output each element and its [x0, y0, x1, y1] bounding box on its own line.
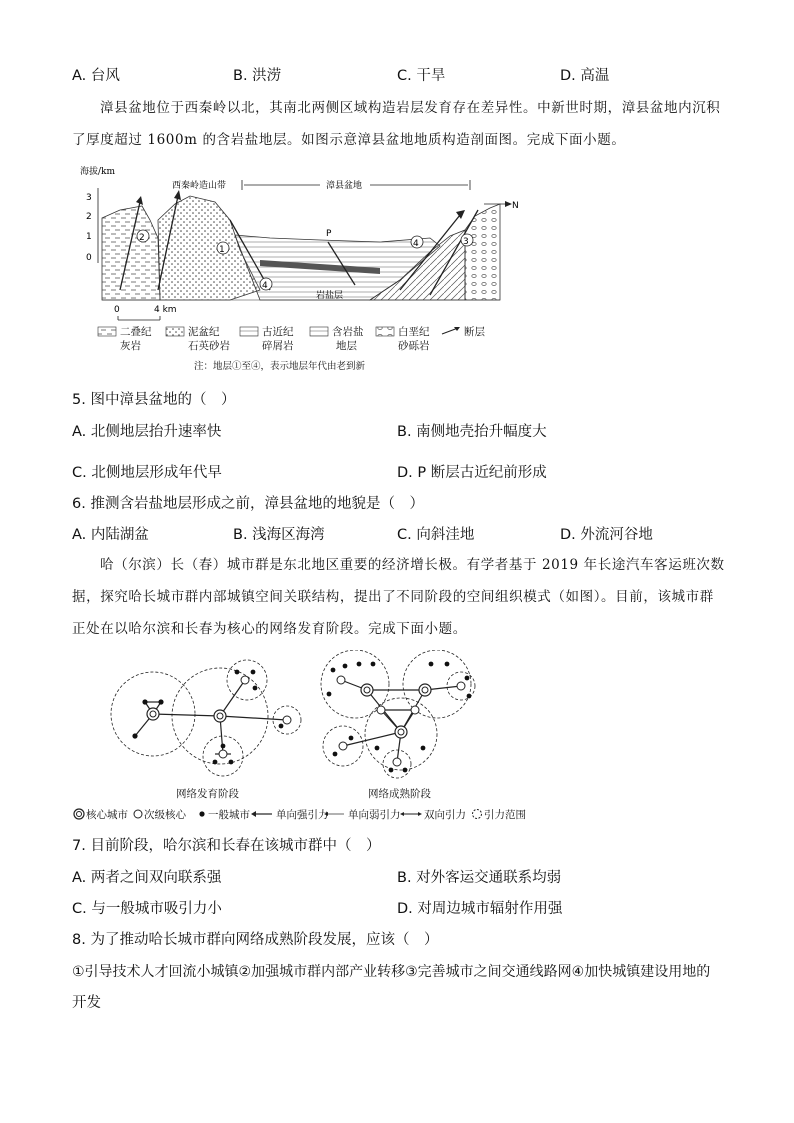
legend-1-top: 二叠纪: [120, 326, 152, 338]
q5-option-d: D. P 断层古近纪前形成: [397, 465, 547, 481]
network-stage-diagrams: [105, 650, 485, 780]
svg-text:N: N: [512, 201, 519, 211]
svg-text:漳县盆地: 漳县盆地: [326, 181, 363, 191]
legend-weak-one-way: 单向弱引力: [348, 809, 401, 821]
caption-left: 网络发育阶段: [176, 788, 239, 800]
legend-core-city: 核心城市: [86, 809, 128, 821]
cross-section-legend-swatches: [96, 324, 496, 340]
legend-1-bottom: 灰岩: [120, 340, 141, 352]
legend-3-bottom: 碎屑岩: [262, 340, 294, 352]
option-c: C. 干旱: [397, 68, 446, 84]
svg-text:3: 3: [86, 193, 92, 203]
svg-text:1: 1: [86, 232, 92, 242]
passage2-line2: 据，探究哈长城市群内部城镇空间关联结构，提出了不同阶段的空间组织模式（如图）。目前，该城市群: [72, 589, 714, 605]
legend-two-way: 双向引力: [424, 809, 466, 821]
legend-2-top: 泥盆纪: [188, 326, 220, 338]
legend-gravity-range: 引力范围: [484, 809, 526, 821]
passage1-line2: 了厚度超过 1600m 的含岩盐地层。如图示意漳县盆地地质构造剖面图。完成下面小题。: [72, 132, 626, 148]
q5-option-c: C. 北侧地层形成年代早: [72, 465, 222, 481]
q8-line1: ①引导技术人才回流小城镇②加强城市群内部产业转移③完善城市之间交通线路网④加快城镇建设用地的: [72, 964, 711, 980]
legend-general-city: 一般城市: [208, 809, 250, 821]
svg-text:0: 0: [86, 253, 92, 263]
svg-text:4: 4: [262, 281, 268, 291]
caption-right: 网络成熟阶段: [368, 788, 431, 800]
figure1-note: 注：地层①至④，表示地层年代由老到新: [194, 361, 366, 372]
q5-stem: 5. 图中漳县盆地的（ ）: [72, 392, 236, 408]
svg-text:2: 2: [86, 212, 92, 222]
svg-text:P: P: [326, 229, 332, 239]
svg-text:3: 3: [463, 237, 469, 247]
svg-text:1: 1: [219, 245, 225, 255]
passage2-line3: 正处在以哈尔滨和长春为核心的网络发育阶段。完成下面小题。: [72, 621, 467, 637]
svg-text:2: 2: [139, 233, 145, 243]
svg-text:西秦岭造山带: 西秦岭造山带: [172, 181, 227, 191]
q6-option-c: C. 向斜洼地: [397, 527, 475, 543]
q5-option-b: B. 南侧地壳抬升幅度大: [397, 424, 547, 440]
q7-option-b: B. 对外客运交通联系均弱: [397, 870, 562, 886]
q6-option-b: B. 浅海区海湾: [233, 527, 325, 543]
q6-option-d: D. 外流河谷地: [560, 527, 653, 543]
legend-5-top: 白垩纪: [398, 326, 430, 338]
q7-option-c: C. 与一般城市吸引力小: [72, 901, 222, 917]
q8-stem: 8. 为了推动哈长城市群向网络成熟阶段发展，应该（ ）: [72, 932, 439, 948]
svg-text:4 km: 4 km: [154, 305, 177, 315]
legend-5-bottom: 砂砾岩: [398, 340, 430, 352]
svg-text:0: 0: [114, 305, 120, 315]
q7-option-a: A. 两者之间双向联系强: [72, 870, 222, 886]
q6-option-a: A. 内陆湖盆: [72, 527, 149, 543]
legend-4-top: 含岩盐: [332, 326, 364, 338]
legend-6-top: 断层: [464, 326, 485, 338]
svg-text:4: 4: [413, 239, 419, 249]
q6-stem: 6. 推测含岩盐地层形成之前，漳县盆地的地貌是（ ）: [72, 496, 424, 512]
legend-2-bottom: 石英砂岩: [188, 340, 230, 352]
legend-strong-one-way: 单向强引力: [276, 809, 329, 821]
q8-line2: 开发: [72, 995, 101, 1011]
legend-secondary-core: 次级核心: [144, 809, 186, 821]
legend-4-bottom: 地层: [336, 340, 357, 352]
option-b: B. 洪涝: [233, 68, 282, 84]
q5-option-a: A. 北侧地层抬升速率快: [72, 424, 222, 440]
passage2-line1: 哈（尔滨）长（春）城市群是东北地区重要的经济增长极。有学者基于 2019 年长途汽车客运班次数: [100, 557, 725, 573]
geologic-cross-section: [80, 160, 520, 350]
option-a: A. 台风: [72, 68, 120, 84]
svg-text:岩盐层: 岩盐层: [316, 291, 344, 301]
option-d: D. 高温: [560, 68, 610, 84]
q7-stem: 7. 目前阶段，哈尔滨和长春在该城市群中（ ）: [72, 838, 381, 854]
passage1-line1: 漳县盆地位于西秦岭以北，其南北两侧区域构造岩层发育存在差异性。中新世时期，漳县盆地内沉积: [100, 100, 721, 116]
q7-option-d: D. 对周边城市辐射作用强: [397, 901, 563, 917]
legend-3-top: 古近纪: [262, 326, 294, 338]
y-axis-label: 海拔/km: [80, 167, 116, 177]
